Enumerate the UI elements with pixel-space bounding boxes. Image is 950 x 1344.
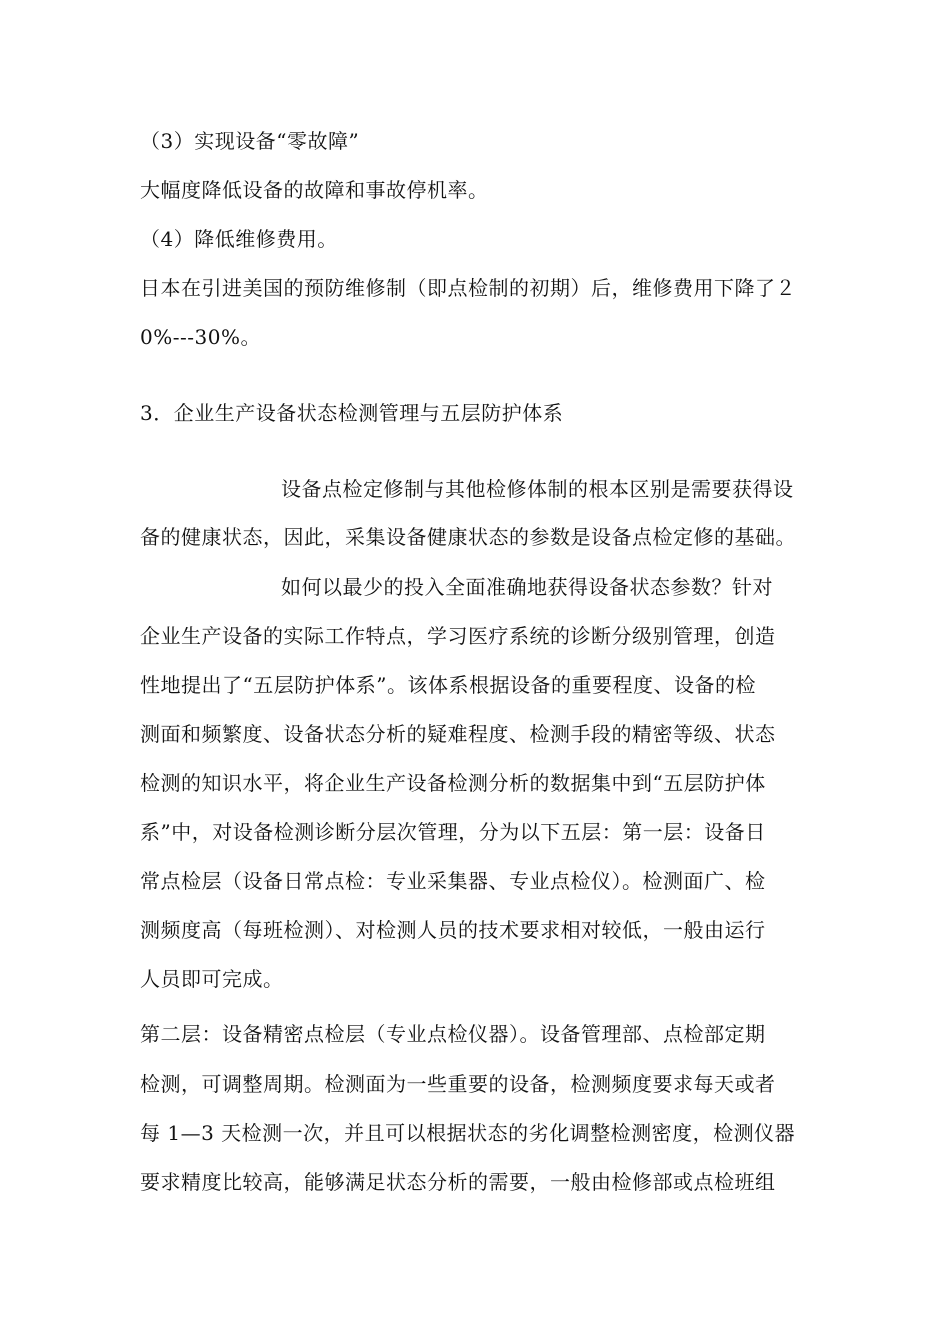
paragraph-2-line-6: 系”中，对设备检测诊断分层次管理，分为以下五层：第一层：设备日 xyxy=(140,820,766,844)
paragraph-2-line-9: 人员即可完成。 xyxy=(140,967,284,991)
paragraph-2-line-4: 测面和频繁度、设备状态分析的疑难程度、检测手段的精密等级、状态 xyxy=(140,722,776,746)
paragraph-2-line-7: 常点检层（设备日常点检：专业采集器、专业点检仪）。检测面广、检 xyxy=(140,869,766,893)
paragraph-3-line-4: 要求精度比较高，能够满足状态分析的需要，一般由检修部或点检班组 xyxy=(140,1170,776,1194)
paragraph-2-line-1: 如何以最少的投入全面准确地获得设备状态参数？针对 xyxy=(281,575,773,599)
paragraph-2-line-3: 性地提出了“五层防护体系”。该体系根据设备的重要程度、设备的检 xyxy=(140,673,756,697)
paragraph-3-line-1: 第二层：设备精密点检层（专业点检仪器）。设备管理部、点检部定期 xyxy=(140,1022,766,1046)
paragraph-3-line-3: 每 1—3 天检测一次，并且可以根据状态的劣化调整检测密度，检测仪器 xyxy=(140,1121,796,1145)
paragraph-2-line-8: 测频度高（每班检测）、对检测人员的技术要求相对较低，一般由运行 xyxy=(140,918,766,942)
item-3-heading: （3）实现设备“零故障” xyxy=(140,129,360,153)
paragraph-1-line-1: 设备点检定修制与其他检修体制的根本区别是需要获得设 xyxy=(281,477,794,501)
section-3-heading: 3．企业生产设备状态检测管理与五层防护体系 xyxy=(140,401,564,425)
item-4-heading: （4）降低维修费用。 xyxy=(140,227,338,251)
item-4-text-line-2: 0%---30%。 xyxy=(140,325,261,349)
paragraph-2-line-2: 企业生产设备的实际工作特点，学习医疗系统的诊断分级别管理，创造 xyxy=(140,624,776,648)
paragraph-3-line-2: 检测，可调整周期。检测面为一些重要的设备，检测频度要求每天或者 xyxy=(140,1072,776,1096)
item-4-text-line-1: 日本在引进美国的预防维修制（即点检制的初期）后，维修费用下降了２ xyxy=(140,276,796,300)
item-3-text: 大幅度降低设备的故障和事故停机率。 xyxy=(140,178,489,202)
paragraph-2-line-5: 检测的知识水平，将企业生产设备检测分析的数据集中到“五层防护体 xyxy=(140,771,766,795)
paragraph-1-line-2: 备的健康状态，因此，采集设备健康状态的参数是设备点检定修的基础。 xyxy=(140,525,796,549)
